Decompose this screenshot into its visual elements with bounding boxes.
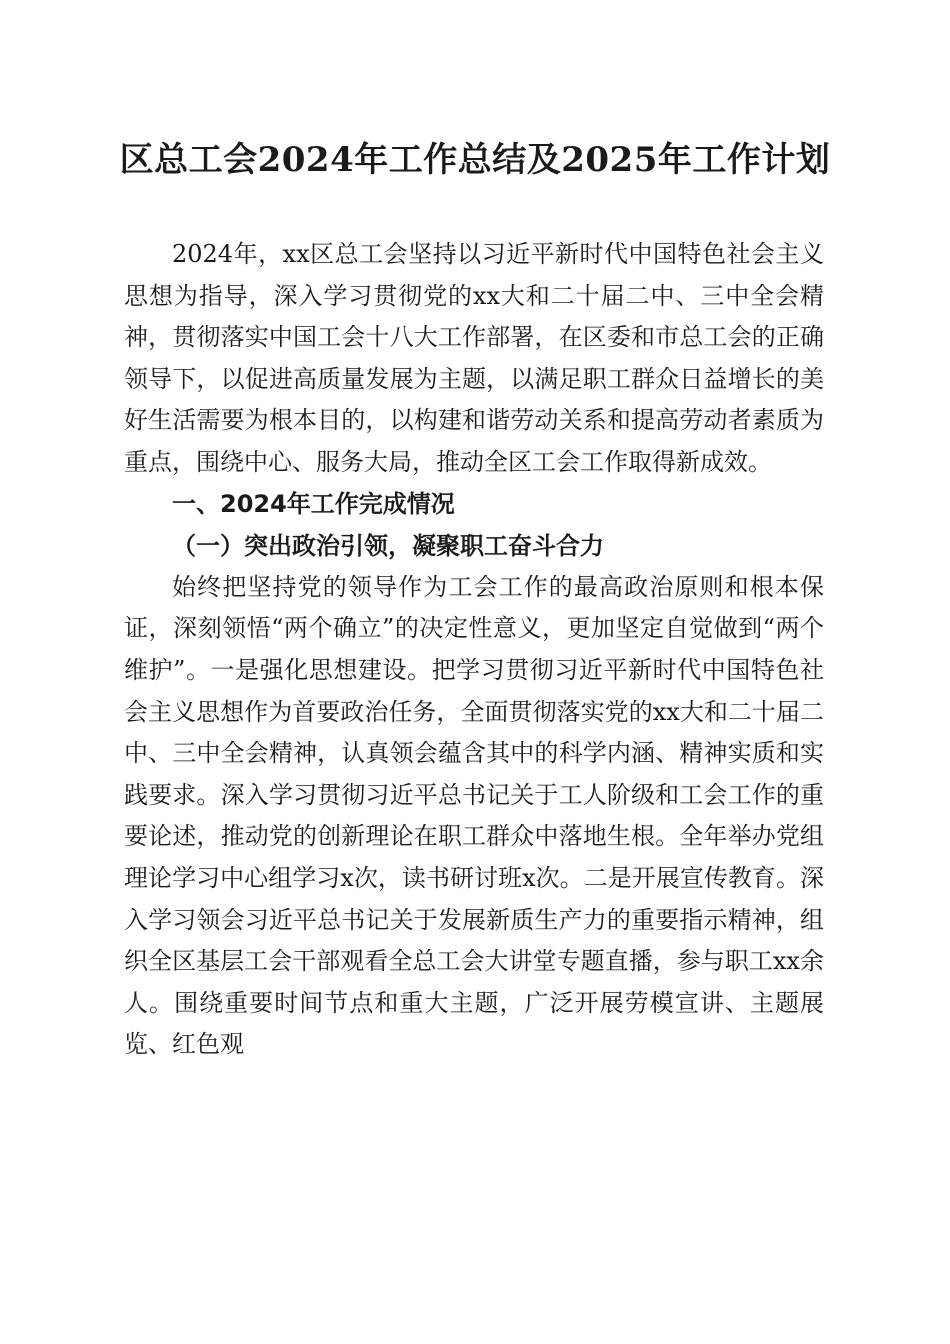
subsection-paragraph: 始终把坚持党的领导作为工会工作的最高政治原则和根本保证，深刻领悟“两个确立”的决定性意义，更加坚定自觉做到“两个维护”。一是强化思想建设。把学习贯彻习近平新时代中国特色社会主义思想作为首要政治任务，全面贯彻落实党的xx大和二十届二中、三中全会精神，认真领会蕴含其中的科学内涵、精神实质和实践要求。深入学习贯彻习近平总书记关于工人阶级和工会工作的重要论述，推动党的创新理论在职工群众中落地生根。全年举办党组理论学习中心组学习x次，读书研讨班x次。二是开展宣传教育。深入学习领会习近平总书记关于发展新质生产力的重要指示精神，组织全区基层工会干部观看全总工会大讲堂专题直播，参与职工xx余人。围绕重要时间节点和重大主题，广泛开展劳模宣讲、主题展览、红色观 — [124, 572, 824, 1059]
document-body — [124, 234, 824, 1066]
subsection-heading: （一）突出政治引领，凝聚职工奋斗合力 — [172, 531, 604, 561]
document-title: 区总工会2024年工作总结及2025年工作计划 — [119, 140, 831, 180]
section-heading: 一、2024年工作完成情况 — [172, 489, 455, 518]
intro-paragraph: 2024年，xx区总工会坚持以习近平新时代中国特色社会主义思想为指导，深入学习贯彻党的xx大和二十届二中、三中全会精神，贯彻落实中国工会十八大工作部署，在区委和市总工会的正确领导下，以促进高质量发展为主题，以满足职工群众日益增长的美好生活需要为根本目的，以构建和谐劳动关系和提高劳动者素质为重点，围绕中心、服务大局，推动全区工会工作取得新成效。 — [124, 240, 824, 476]
